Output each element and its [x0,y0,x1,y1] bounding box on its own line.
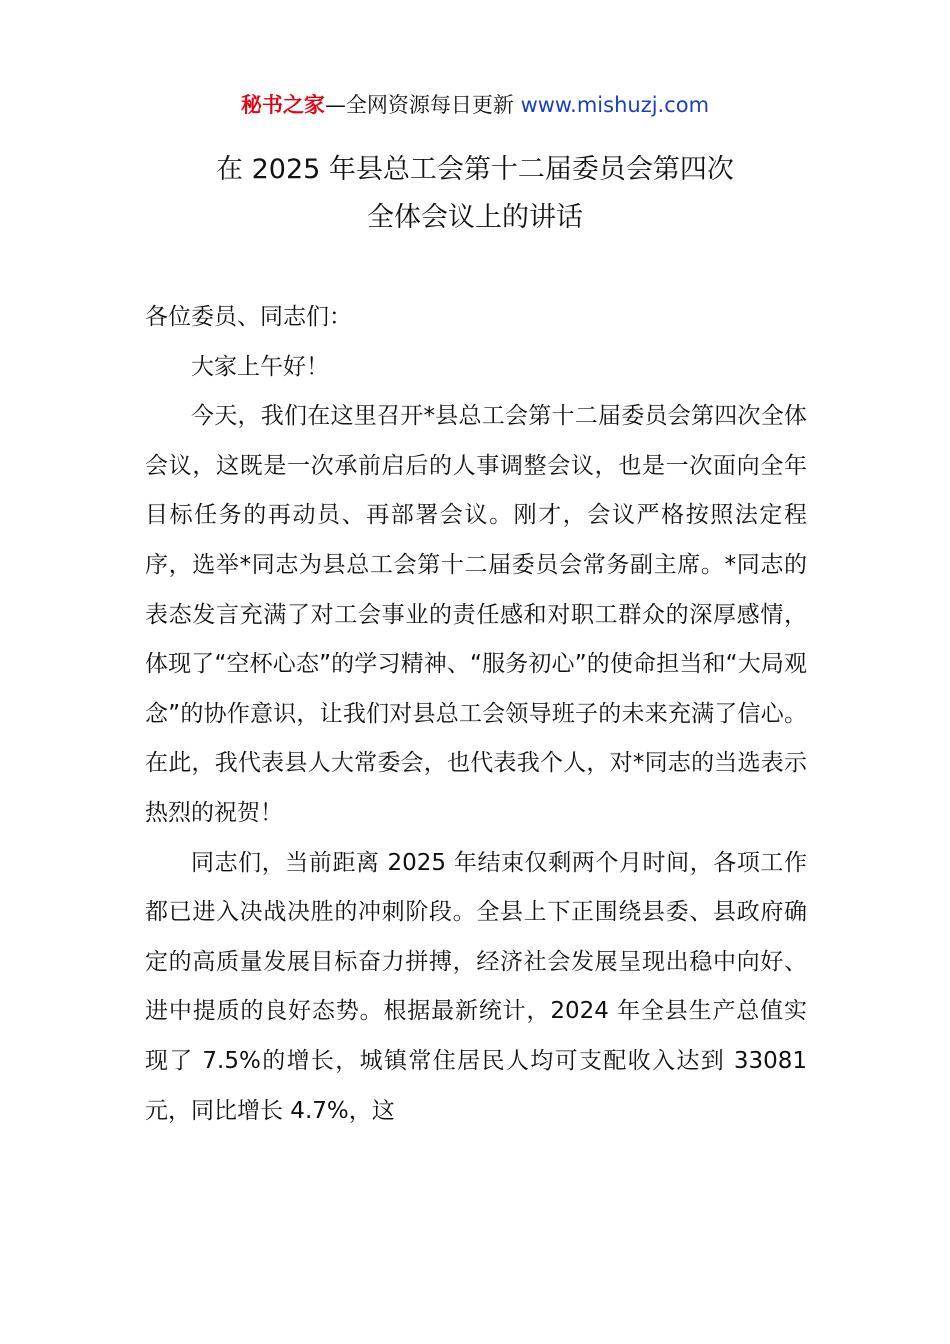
document-title [0,146,950,242]
title-line-1: 在 2025 年县总工会第十二届委员会第四次 [216,154,734,185]
title-line-2: 全体会议上的讲话 [367,202,583,233]
salutation: 各位委员、同志们： [145,304,352,330]
header-tagline: —全网资源每日更新 [324,93,521,117]
document-body [145,293,807,1136]
site-url-link[interactable]: www.mishuzj.com [520,93,710,117]
paragraph-opening: 今天，我们在这里召开*县总工会第十二届委员会第四次全体会议，这既是一次承前启后的人事调整会议，也是一次面向全年目标任务的再动员、再部署会议。刚才，会议严格按照法定程序，选举*同志为县总工会第十二届委员会常务副主席。*同志的表态发言充满了对工会事业的责任感和对职工群众的深厚感情，体现了“空杯心态”的学习精神、“服务初心”的使命担当和“大局观念”的协作意识，让我们对县总工会领导班子的未来充满了信心。在此，我代表县人大常委会，也代表我个人，对*同志的当选表示热烈的祝贺！ [145,403,807,826]
brand-name: 秘书之家 [240,93,325,117]
site-header [0,90,950,120]
paragraph-greeting: 大家上午好！ [191,353,329,380]
paragraph-situation: 同志们，当前距离 2025 年结束仅剩两个月时间，各项工作都已进入决战决胜的冲刺阶段。全县上下正围绕县委、县政府确定的高质量发展目标奋力拼搏，经济社会发展呈现出稳中向好、进中提质的良好态势。根据最新统计，2024 年全县生产总值实现了 7.5%的增长，城镇常住居民人均可支配收入达到 33081 元，同比增长 4.7%，这 [145,849,807,1124]
